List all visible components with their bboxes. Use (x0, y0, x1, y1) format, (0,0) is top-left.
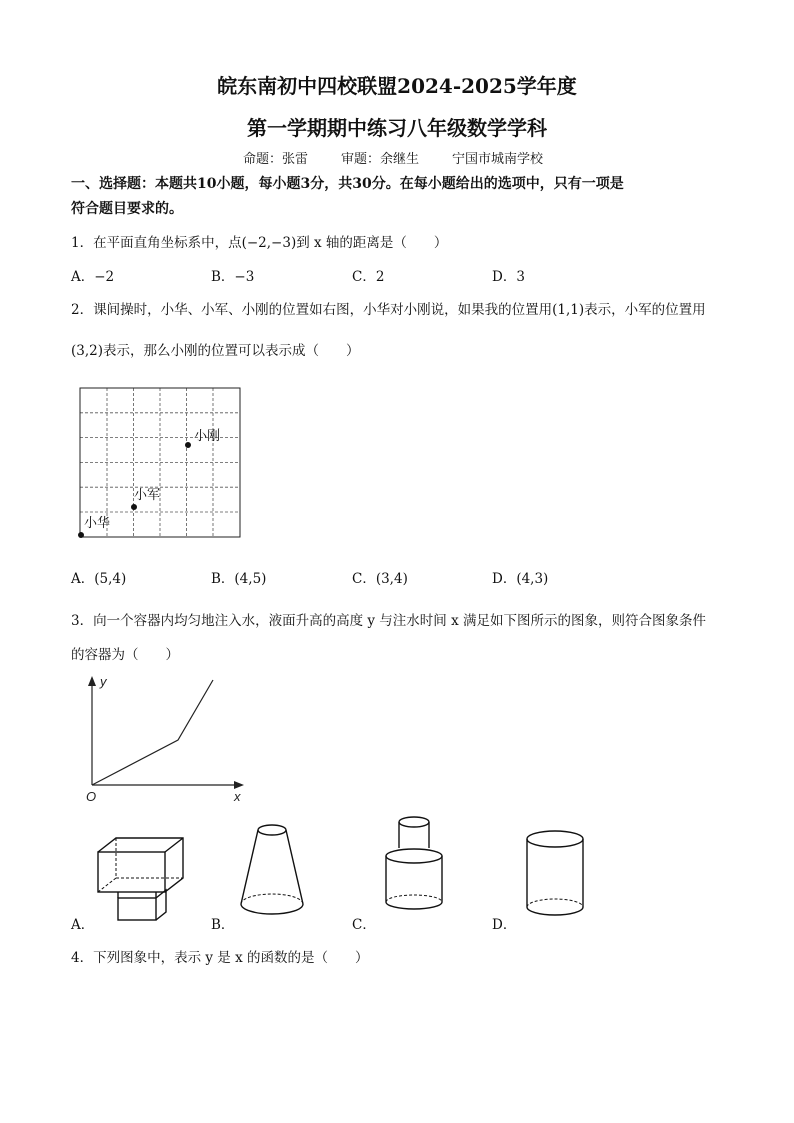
school-name: 宁国市城南学校 (452, 152, 544, 167)
container-c-figure (378, 812, 453, 925)
x-axis-label: x (234, 789, 241, 804)
reviewer-credit: 审题：余继生 (341, 152, 420, 167)
q3-option-a: A． (71, 917, 95, 933)
q3-stem-line1: 3．向一个容器内均匀地注入水，液面升高的高度 y 与注水时间 x 满足如下图所示的图象，则符合图象条件 (71, 613, 706, 629)
q1-option-c: C．2 (352, 269, 385, 285)
q1-option-b: B．−3 (211, 269, 255, 285)
container-d-figure (518, 825, 593, 925)
q1-option-a: A．−2 (71, 269, 115, 285)
q2-position-grid-figure (70, 383, 250, 543)
container-b-figure (232, 820, 312, 925)
q2-option-c: C．(3,4) (352, 571, 408, 587)
exam-title-line1: 皖东南初中四校联盟2024-2025学年度 (217, 74, 577, 98)
y-axis-arrow (88, 676, 96, 686)
xiaojun-point (131, 504, 137, 510)
q2-option-b: B．(4,5) (211, 571, 267, 587)
q2-option-a: A．(5,4) (71, 571, 127, 587)
xiaogang-label: 小刚 (194, 428, 221, 443)
author-credit: 命题：张雷 (243, 152, 309, 167)
y-axis-label: y (100, 674, 107, 689)
q3-option-c: C． (352, 917, 376, 933)
xiaojun-label: 小军 (134, 487, 161, 502)
xiaohua-label: 小华 (84, 515, 111, 530)
q2-option-d: D．(4,3) (492, 571, 549, 587)
section-heading-line1: 一、选择题：本题共10小题，每小题3分，共30分。在每小题给出的选项中，只有一项是 (71, 176, 624, 192)
q4-stem: 4．下列图象中，表示 y 是 x 的函数的是（ ） (71, 950, 369, 966)
water-level-line (92, 680, 213, 785)
xiaogang-point (185, 442, 191, 448)
q3-option-b: B． (211, 917, 235, 933)
q1-stem: 1．在平面直角坐标系中，点(−2,−3)到 x 轴的距离是（ ） (71, 235, 448, 251)
container-a-figure (92, 830, 192, 925)
section-heading-line2: 符合题目要求的。 (71, 201, 183, 217)
q3-option-d: D． (492, 917, 517, 933)
q1-option-d: D．3 (492, 269, 525, 285)
q2-stem-line2: (3,2)表示，那么小刚的位置可以表示成（ ） (71, 343, 360, 359)
q3-stem-line2: 的容器为（ ） (71, 647, 179, 663)
q3-height-time-graph (78, 670, 258, 810)
q2-stem-line1: 2．课间操时，小华、小军、小刚的位置如右图，小华对小刚说，如果我的位置用(1,1)表示，小军的位置用 (71, 302, 706, 318)
exam-title-line2: 第一学期期中练习八年级数学学科 (247, 116, 547, 140)
xiaohua-point (78, 532, 84, 538)
x-axis-arrow (234, 781, 244, 789)
origin-label: O (86, 789, 97, 804)
